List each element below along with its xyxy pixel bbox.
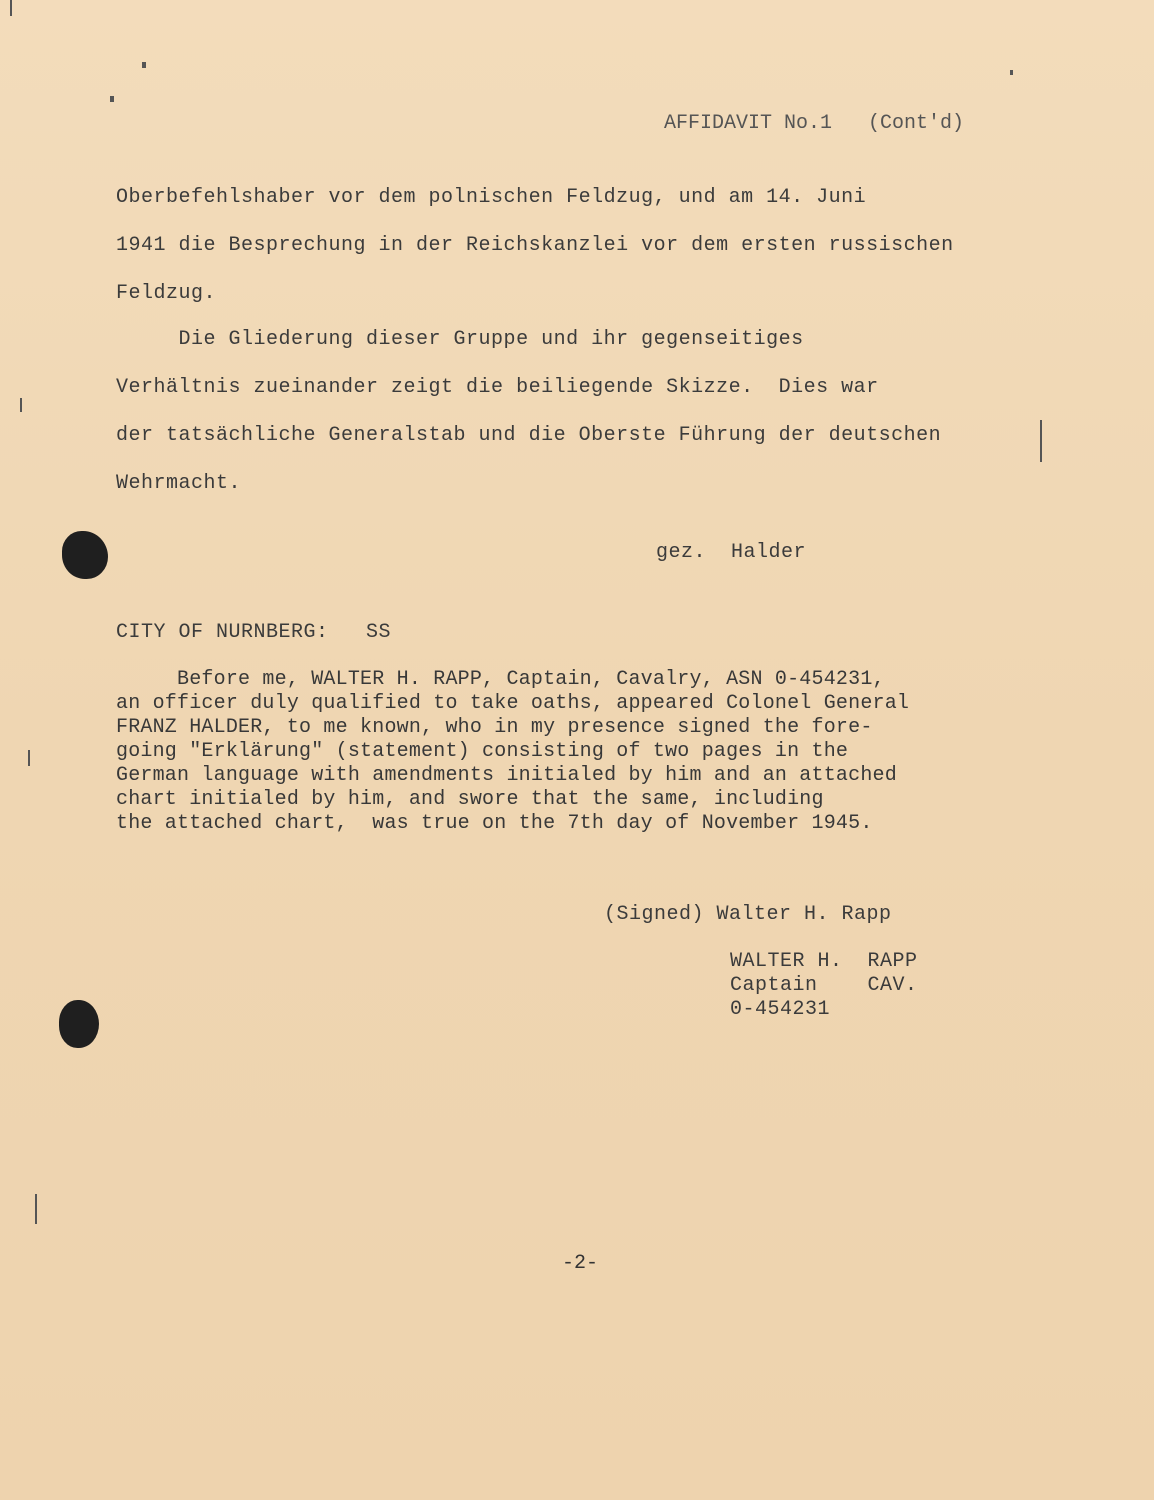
officer-name: WALTER H. RAPP [730,950,918,973]
halder-signature: gez. Halder [656,541,807,564]
margin-tick [10,0,12,16]
jurat-line: an officer duly qualified to take oaths, appeared Colonel General [116,692,910,715]
jurat-line: FRANZ HALDER, to me known, who in my presence signed the fore- [116,716,873,739]
officer-signed: (Signed) Walter H. Rapp [604,903,892,926]
jurat-line: going "Erklärung" (statement) consisting of two pages in the [116,740,849,763]
margin-tick [28,750,30,766]
ink-speck [1010,70,1013,75]
margin-tick [20,398,22,412]
page-number: -2- [562,1252,599,1275]
jurat-line: Before me, WALTER H. RAPP, Captain, Cavalry, ASN 0-454231, [116,668,885,691]
margin-tick [35,1194,37,1224]
statement-line: Verhältnis zueinander zeigt die beiliegende Skizze. Dies war [116,376,879,399]
statement-line: der tatsächliche Generalstab und die Oberste Führung der deutschen [116,424,942,447]
affidavit-header [664,112,964,135]
statement-line: 1941 die Besprechung in der Reichskanzlei vor dem ersten russischen [116,234,954,257]
jurat-line: the attached chart, was true on the 7th day of November 1945. [116,812,873,835]
punch-hole [59,1000,99,1048]
jurat-venue: CITY OF NURNBERG: SS [116,621,392,644]
ink-speck [110,96,114,102]
officer-rank-unit: Captain CAV. [730,974,918,997]
ink-speck [142,62,146,68]
jurat-line: chart initialed by him, and swore that the same, including [116,788,824,811]
statement-line: Wehrmacht. [116,472,242,495]
statement-line: Feldzug. [116,282,217,305]
punch-hole [62,531,108,579]
officer-serial: 0-454231 [730,998,831,1021]
statement-line: Die Gliederung dieser Gruppe und ihr gegenseitiges [116,328,804,351]
continued-label: (Cont'd) [868,112,965,135]
margin-tick [1040,420,1042,462]
statement-line: Oberbefehlshaber vor dem polnischen Feldzug, und am 14. Juni [116,186,867,209]
jurat-line: German language with amendments initialed by him and an attached [116,764,897,787]
affidavit-title: AFFIDAVIT No.1 [664,112,833,135]
